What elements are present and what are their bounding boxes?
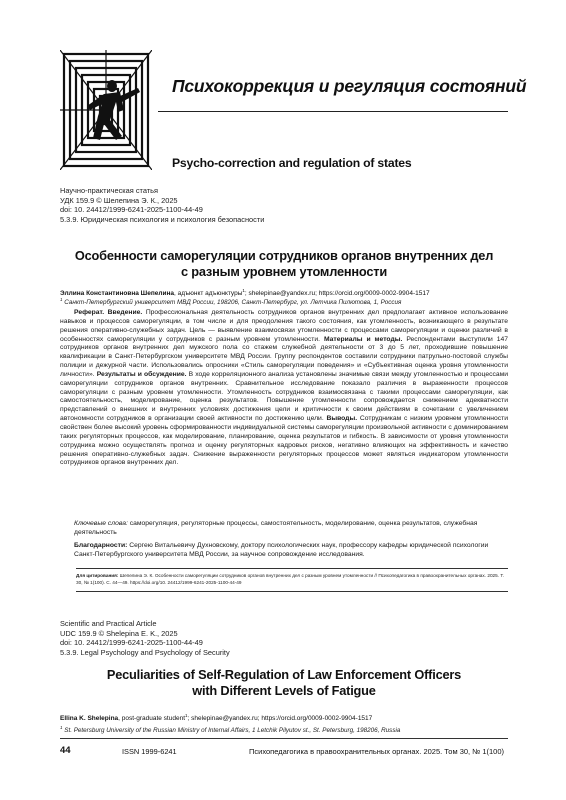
keywords-text: саморегуляция, регуляторные процессы, самостоятельность, моделирование, оценка результатов, служебная деятельность <box>74 520 478 536</box>
author-line-ru <box>60 288 430 297</box>
acknowledgements <box>60 542 508 560</box>
citation-label: Для цитирования: <box>76 573 119 578</box>
article-title-line: with Different Levels of Fatigue <box>192 683 376 698</box>
conclusions-text: Сотрудникам с низким уровнем утомленности свойствен более высокий уровень сформированности индивидуальной системы саморегуляции произвольной активности с доминированием таких регуляторных процессов, как моделирование, планирование, оценка результатов и гибкость. В зависимости от уровня утомленности сотрудника можно осуществлять прогноз и оценку регуляторных кадровых рисков, негативно влияющих на эффективность и качество решения оперативно-служебных задач. Снижение выраженности регуляторных процессов может являться индикатором утомленности сотрудников органов внутренних дел. <box>60 415 508 467</box>
article-type: Scientific and Practical Article <box>60 619 157 628</box>
article-title-line: с разным уровнем утомленности <box>180 264 388 279</box>
abstract <box>60 309 508 468</box>
article-meta-en <box>60 619 230 657</box>
affiliation-ru <box>60 297 401 306</box>
author-name: Ellina K. Shelepina <box>60 715 119 723</box>
journal-header-illustration <box>60 50 152 170</box>
author-affil-mark: 1 <box>185 713 188 718</box>
author-position: , адъюнкт адъюнктуры <box>174 290 243 298</box>
affiliation-text: St. Petersburg University of the Russian Ministry of Internal Affairs, 1 Letchik Pilyutov st., St. Petersburg, 198206, Russia <box>62 727 401 735</box>
page-number: 44 <box>60 745 71 756</box>
header-divider <box>158 111 508 112</box>
methods-label: Материалы и методы. <box>323 335 403 343</box>
article-udc: UDC 159.9 © Shelepina E. K., 2025 <box>60 628 178 638</box>
article-specialty: 5.3.9. Юридическая психология и психология безопасности <box>60 214 265 224</box>
abstract-paragraph <box>60 309 508 468</box>
results-label: Результаты и обсуждение. <box>96 370 187 378</box>
article-title-ru <box>60 248 508 280</box>
author-affil-mark: 1 <box>242 288 245 293</box>
results-text: В ходе корреляционного анализа установлены значимые связи между утомленностью и процессами саморегуляции сотрудников органов внутренних. Сравнительное исследование показало различия в выраженности процессов саморегуляции с разным уровнем утомленности. Утомленность сотрудников взаимосвязана с такими процессами саморегуляции, как самостоятельность, моделирование, оценка результатов. Повышение утомленности сопровождается снижением адекватности представлений о внешних и внутренних условиях достижения цели и критичности к своим действиям в сочетании с увеличением автономности сотрудников в организации своей активности по достижению цели. <box>60 370 509 423</box>
journal-section-title-ru: Психокоррекция и регуляция состояний <box>172 76 527 96</box>
acknowledgements-text: Сергею Витальевичу Духновскому, доктору психологических наук, профессору кафедры юридической психологии Санкт-Петербургского университета МВД России, за научное сопровождение исследования. <box>74 542 489 558</box>
keywords-label: Ключевые слова: <box>74 520 128 527</box>
journal-section-title-en: Psycho-correction and regulation of states <box>172 156 412 170</box>
author-line-en <box>60 713 372 722</box>
footer-divider <box>60 738 508 739</box>
article-title-line: Peculiarities of Self-Regulation of Law Enforcement Officers <box>106 667 462 682</box>
author-name: Эллина Константиновна Шепелина <box>60 290 175 298</box>
author-contacts: ; shelepinae@yandex.ru; https://orcid.org/0009-0002-9904-1517 <box>244 290 430 298</box>
conclusions-label: Выводы. <box>326 415 358 423</box>
article-title-line: Особенности саморегуляции сотрудников органов внутренних дел <box>74 248 494 263</box>
affiliation-text: Санкт-Петербургский университет МВД России, 198206, Санкт-Петербург, ул. Летчика Пилютова, 1, Россия <box>62 299 402 307</box>
affiliation-en <box>60 725 400 734</box>
article-doi: doi: 10. 24412/1999-6241-2025-1100-44-49 <box>60 205 203 215</box>
article-doi: doi: 10. 24412/1999-6241-2025-1100-44-49 <box>60 638 203 648</box>
acknowledgements-label: Благодарности: <box>74 542 128 549</box>
article-title-en <box>60 667 508 699</box>
author-contacts: ; shelepinae@yandex.ru; https://orcid.org/0009-0002-9904-1517 <box>187 715 373 723</box>
citation-text: Шепелина Э. К. Особенности саморегуляции сотрудников органов внутренних дел с разным уровнем утомленности // Психопедагогика в правоохранительных органах. 2025. Т. 30, № 1(100). С. 44—49. https://doi.org/10. 24412/1999-6241-2025-1100-44-49 <box>76 573 505 585</box>
abstract-label: Реферат. Введение. <box>74 309 143 316</box>
abstract-intro: Профессиональная деятельность сотрудников органов внутренних дел предполагает активное использование навыков и процессов саморегуляции, в том числе и для преодоления такого состояния, как утомленность, возникающего в результате решения оперативно-служебных задач. Цель — выявление взаимосвязи утомленности с процессами саморегуляции и оценки различий в особенностях саморегуляции у сотрудников с разным уровнем утомленности. <box>60 309 508 343</box>
affil-mark: 1 <box>60 725 63 730</box>
article-udc: УДК 159.9 © Шелепина Э. К., 2025 <box>60 195 178 205</box>
article-type: Научно-практическая статья <box>60 186 159 195</box>
footer-journal: Психопедагогика в правоохранительных органах. 2025. Том 30, № 1(100) <box>249 747 505 756</box>
footer-issn: ISSN 1999-6241 <box>122 747 177 756</box>
methods-text: Респондентами выступили 147 сотрудников органов внутренних дел мужского пола со стажем служебной деятельности от 3 до 5 лет, проходившие повышение квалификации в Санкт-Петербургском университете МВД России. Группу респондентов составили сотрудники патрульно-постовой службы полиции и дежурной части. Использовались опросники «Стиль саморегуляции поведения» и «Субъективная оценка уровня утомленности личности». <box>60 335 508 378</box>
article-meta-ru <box>60 186 264 224</box>
keywords <box>60 520 508 538</box>
article-specialty: 5.3.9. Legal Psychology and Psychology of Security <box>60 647 230 657</box>
op-art-figure-icon <box>60 50 152 170</box>
author-position: , post-graduate student <box>118 715 186 723</box>
citation-box <box>76 568 508 592</box>
affil-mark: 1 <box>60 297 63 302</box>
